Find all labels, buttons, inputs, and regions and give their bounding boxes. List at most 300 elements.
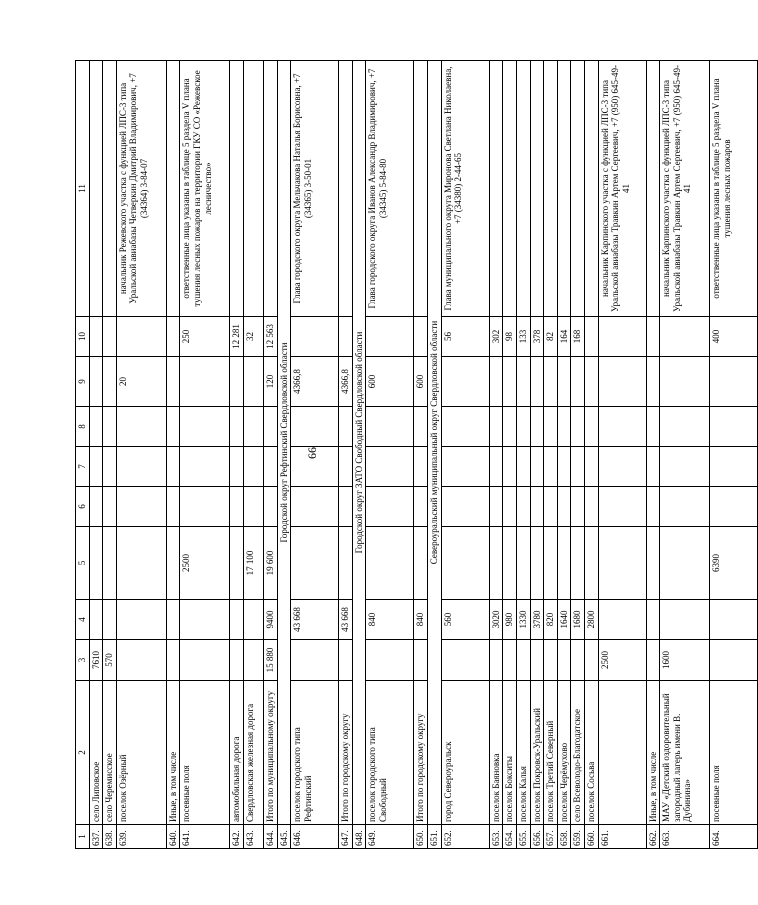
value-cell bbox=[89, 527, 103, 600]
value-cell: 840 bbox=[414, 600, 428, 640]
value-cell: 1640 bbox=[557, 600, 571, 640]
row-number-cell: 657. bbox=[544, 825, 558, 849]
table-row bbox=[244, 61, 264, 849]
value-cell bbox=[489, 527, 503, 600]
responsible-cell bbox=[244, 61, 264, 317]
value-cell bbox=[166, 407, 180, 447]
value-cell bbox=[291, 487, 339, 527]
value-cell: 82 bbox=[544, 317, 558, 357]
value-cell bbox=[166, 487, 180, 527]
value-cell: 4366,8 bbox=[291, 357, 339, 407]
responsible-cell bbox=[230, 61, 244, 317]
section-row bbox=[428, 61, 442, 849]
value-cell bbox=[584, 317, 598, 357]
value-cell bbox=[571, 407, 585, 447]
row-number-cell: 640. bbox=[166, 825, 180, 849]
value-cell bbox=[710, 640, 758, 681]
value-cell bbox=[264, 447, 278, 487]
row-number-cell: 659. bbox=[571, 825, 585, 849]
row-number-cell: 652. bbox=[441, 825, 489, 849]
responsible-cell: Глава городского округа Мельчакова Наталья Борисовна, +7 (34365) 3-50-01 bbox=[291, 61, 339, 317]
value-cell bbox=[571, 640, 585, 681]
value-cell bbox=[244, 600, 264, 640]
value-cell bbox=[291, 447, 339, 487]
value-cell bbox=[646, 487, 660, 527]
value-cell bbox=[516, 357, 530, 407]
value-cell: 250 bbox=[180, 317, 230, 357]
value-cell bbox=[516, 407, 530, 447]
document-sheet bbox=[75, 61, 732, 849]
value-cell bbox=[544, 447, 558, 487]
value-cell: 43 668 bbox=[339, 600, 353, 640]
value-cell: 32 bbox=[244, 317, 264, 357]
value-cell bbox=[571, 447, 585, 487]
table-row bbox=[366, 61, 414, 849]
value-cell bbox=[414, 407, 428, 447]
responsible-cell bbox=[339, 61, 353, 317]
value-cell bbox=[339, 407, 353, 447]
name-cell: Итого по городскому округу bbox=[339, 681, 353, 825]
header-cell: 11 bbox=[76, 61, 90, 317]
value-cell bbox=[180, 407, 230, 447]
name-cell: Свердловская железная дорога bbox=[244, 681, 264, 825]
value-cell bbox=[646, 527, 660, 600]
value-cell bbox=[598, 527, 646, 600]
header-cell: 4 bbox=[76, 600, 90, 640]
value-cell bbox=[503, 487, 517, 527]
value-cell bbox=[230, 640, 244, 681]
table-row bbox=[557, 61, 571, 849]
value-cell bbox=[441, 487, 489, 527]
value-cell bbox=[710, 487, 758, 527]
table-row bbox=[530, 61, 544, 849]
value-cell bbox=[339, 317, 353, 357]
row-number-cell: 648. bbox=[352, 825, 366, 849]
row-number-cell: 656. bbox=[530, 825, 544, 849]
value-cell bbox=[660, 527, 710, 600]
value-cell: 3020 bbox=[489, 600, 503, 640]
value-cell: 570 bbox=[103, 640, 117, 681]
value-cell bbox=[339, 640, 353, 681]
value-cell bbox=[710, 357, 758, 407]
value-cell bbox=[166, 447, 180, 487]
value-cell bbox=[89, 600, 103, 640]
table-row bbox=[89, 61, 103, 849]
responsible-cell: Глава муниципального округа Миронова Светлана Николаевна, +7 (34380) 2-44-65 bbox=[441, 61, 489, 317]
value-cell: 15 880 bbox=[264, 640, 278, 681]
value-cell: 302 bbox=[489, 317, 503, 357]
value-cell bbox=[366, 487, 414, 527]
value-cell bbox=[244, 487, 264, 527]
value-cell bbox=[503, 640, 517, 681]
value-cell bbox=[503, 407, 517, 447]
responsible-cell bbox=[530, 61, 544, 317]
responsible-cell bbox=[571, 61, 585, 317]
table-row bbox=[264, 61, 278, 849]
value-cell bbox=[230, 447, 244, 487]
value-cell: 1680 bbox=[571, 600, 585, 640]
header-cell: 7 bbox=[76, 447, 90, 487]
table-row bbox=[339, 61, 353, 849]
value-cell: 820 bbox=[544, 600, 558, 640]
value-cell bbox=[598, 487, 646, 527]
value-cell bbox=[89, 357, 103, 407]
name-cell: поселок Бокситы bbox=[503, 681, 517, 825]
row-number-cell: 637. bbox=[89, 825, 103, 849]
value-cell bbox=[366, 447, 414, 487]
value-cell bbox=[291, 527, 339, 600]
value-cell bbox=[530, 640, 544, 681]
name-cell: поселок Третий Северный bbox=[544, 681, 558, 825]
value-cell bbox=[291, 407, 339, 447]
value-cell bbox=[441, 357, 489, 407]
value-cell bbox=[646, 407, 660, 447]
value-cell bbox=[584, 527, 598, 600]
name-cell: автомобильная дорога bbox=[230, 681, 244, 825]
value-cell: 56 bbox=[441, 317, 489, 357]
value-cell bbox=[414, 447, 428, 487]
value-cell bbox=[103, 527, 117, 600]
header-cell: 6 bbox=[76, 487, 90, 527]
row-number-cell: 643. bbox=[244, 825, 264, 849]
row-number-cell: 639. bbox=[116, 825, 166, 849]
row-number-cell: 644. bbox=[264, 825, 278, 849]
row-number-cell: 653. bbox=[489, 825, 503, 849]
responsible-cell bbox=[414, 61, 428, 317]
value-cell bbox=[291, 640, 339, 681]
value-cell bbox=[557, 487, 571, 527]
value-cell: 378 bbox=[530, 317, 544, 357]
value-cell bbox=[244, 640, 264, 681]
value-cell bbox=[264, 487, 278, 527]
value-cell: 4366,8 bbox=[339, 357, 353, 407]
value-cell: 133 bbox=[516, 317, 530, 357]
table-row bbox=[516, 61, 530, 849]
value-cell bbox=[646, 357, 660, 407]
value-cell bbox=[89, 447, 103, 487]
value-cell bbox=[660, 487, 710, 527]
responsible-cell bbox=[584, 61, 598, 317]
value-cell bbox=[116, 600, 166, 640]
name-cell: село Липовское bbox=[89, 681, 103, 825]
value-cell: 400 bbox=[710, 317, 758, 357]
value-cell bbox=[339, 447, 353, 487]
value-cell bbox=[660, 317, 710, 357]
value-cell bbox=[544, 357, 558, 407]
responsible-cell bbox=[544, 61, 558, 317]
value-cell bbox=[103, 317, 117, 357]
value-cell bbox=[116, 527, 166, 600]
value-cell bbox=[710, 407, 758, 447]
responsible-cell: ответственные лица указаны в таблице 5 раздела V плана тушения лесных пожаров на территории ГКУ СО «Режевское лесничество» bbox=[180, 61, 230, 317]
value-cell: 19 600 bbox=[264, 527, 278, 600]
row-number-cell: 645. bbox=[277, 825, 291, 849]
row-number-cell: 650. bbox=[414, 825, 428, 849]
value-cell bbox=[230, 527, 244, 600]
table-row bbox=[571, 61, 585, 849]
responsible-cell bbox=[103, 61, 117, 317]
name-cell: посевные поля bbox=[710, 681, 758, 825]
name-cell: Итого по муниципальному округу bbox=[264, 681, 278, 825]
responsible-cell bbox=[646, 61, 660, 317]
value-cell bbox=[557, 407, 571, 447]
name-cell: поселок Сосьва bbox=[584, 681, 598, 825]
responsible-cell bbox=[264, 61, 278, 317]
value-cell bbox=[244, 447, 264, 487]
value-cell bbox=[584, 357, 598, 407]
value-cell bbox=[414, 487, 428, 527]
value-cell: 3780 bbox=[530, 600, 544, 640]
table-row bbox=[103, 61, 117, 849]
value-cell bbox=[103, 407, 117, 447]
value-cell bbox=[116, 407, 166, 447]
header-cell: 5 bbox=[76, 527, 90, 600]
responsible-cell: Глава городского округа Иванов Александр Владимирович, +7 (34345) 5-84-80 bbox=[366, 61, 414, 317]
value-cell bbox=[166, 600, 180, 640]
responsible-cell bbox=[557, 61, 571, 317]
table-row bbox=[230, 61, 244, 849]
value-cell: 1600 bbox=[660, 640, 710, 681]
name-cell: село Всеволодо-Благодатское bbox=[571, 681, 585, 825]
value-cell bbox=[557, 527, 571, 600]
value-cell: 120 bbox=[264, 357, 278, 407]
value-cell bbox=[116, 487, 166, 527]
row-number-cell: 662. bbox=[646, 825, 660, 849]
value-cell bbox=[646, 447, 660, 487]
value-cell bbox=[489, 357, 503, 407]
value-cell bbox=[180, 357, 230, 407]
value-cell: 600 bbox=[414, 357, 428, 407]
value-cell bbox=[660, 407, 710, 447]
value-cell bbox=[414, 317, 428, 357]
value-cell bbox=[103, 600, 117, 640]
value-cell bbox=[598, 600, 646, 640]
responsible-cell: начальник Карпинского участка с функцией ЛПС-3 типа Уральской авиабазы Травкин Артем Сергеевич, +7 (950) 645-49-41 bbox=[598, 61, 646, 317]
value-cell bbox=[103, 487, 117, 527]
table-row bbox=[503, 61, 517, 849]
value-cell bbox=[366, 407, 414, 447]
name-cell: МАУ «Детский оздоровительный загородный лагерь имени В. Дубинина» bbox=[660, 681, 710, 825]
value-cell bbox=[598, 357, 646, 407]
row-number-cell: 658. bbox=[557, 825, 571, 849]
value-cell bbox=[180, 600, 230, 640]
name-cell: село Черемисское bbox=[103, 681, 117, 825]
value-cell bbox=[116, 447, 166, 487]
section-title-cell: Городской округ Рефтинский Свердловской области bbox=[277, 61, 291, 825]
table-row bbox=[489, 61, 503, 849]
value-cell bbox=[103, 447, 117, 487]
value-cell bbox=[116, 640, 166, 681]
value-cell bbox=[646, 600, 660, 640]
section-title-cell: Североуральский муниципальный округ Свердловской области bbox=[428, 61, 442, 825]
value-cell bbox=[503, 447, 517, 487]
value-cell: 164 bbox=[557, 317, 571, 357]
responsible-cell bbox=[166, 61, 180, 317]
responsible-cell bbox=[503, 61, 517, 317]
value-cell: 1330 bbox=[516, 600, 530, 640]
name-cell: город Североуральск bbox=[441, 681, 489, 825]
value-cell: 43 668 bbox=[291, 600, 339, 640]
row-number-cell: 651. bbox=[428, 825, 442, 849]
value-cell bbox=[584, 447, 598, 487]
name-cell: поселок Баяновка bbox=[489, 681, 503, 825]
value-cell bbox=[441, 527, 489, 600]
name-cell: поселок Покровск-Уральский bbox=[530, 681, 544, 825]
value-cell bbox=[339, 487, 353, 527]
row-number-cell: 655. bbox=[516, 825, 530, 849]
value-cell bbox=[544, 487, 558, 527]
value-cell bbox=[366, 317, 414, 357]
value-cell bbox=[530, 357, 544, 407]
value-cell bbox=[441, 640, 489, 681]
header-cell: 9 bbox=[76, 357, 90, 407]
value-cell: 840 bbox=[366, 600, 414, 640]
value-cell bbox=[414, 640, 428, 681]
value-cell bbox=[710, 600, 758, 640]
value-cell bbox=[166, 357, 180, 407]
name-cell: Иные, в том числе bbox=[646, 681, 660, 825]
value-cell bbox=[489, 487, 503, 527]
value-cell: 20 bbox=[116, 357, 166, 407]
value-cell bbox=[166, 527, 180, 600]
value-cell bbox=[503, 357, 517, 407]
value-cell bbox=[166, 317, 180, 357]
row-number-cell: 638. bbox=[103, 825, 117, 849]
value-cell bbox=[244, 357, 264, 407]
value-cell bbox=[89, 317, 103, 357]
table-header-row bbox=[76, 61, 90, 849]
value-cell bbox=[598, 407, 646, 447]
section-title-cell: Городской округ ЗАТО Свободный Свердловской области bbox=[352, 61, 366, 825]
value-cell: 98 bbox=[503, 317, 517, 357]
value-cell bbox=[489, 447, 503, 487]
value-cell bbox=[516, 527, 530, 600]
row-number-cell: 646. bbox=[291, 825, 339, 849]
value-cell: 6390 bbox=[710, 527, 758, 600]
value-cell bbox=[180, 640, 230, 681]
value-cell bbox=[244, 407, 264, 447]
value-cell bbox=[710, 447, 758, 487]
value-cell bbox=[366, 640, 414, 681]
row-number-cell: 654. bbox=[503, 825, 517, 849]
value-cell bbox=[366, 527, 414, 600]
value-cell bbox=[103, 357, 117, 407]
row-number-cell: 649. bbox=[366, 825, 414, 849]
value-cell: 17 100 bbox=[244, 527, 264, 600]
responsible-cell bbox=[89, 61, 103, 317]
value-cell: 2500 bbox=[598, 640, 646, 681]
value-cell bbox=[557, 640, 571, 681]
value-cell bbox=[166, 640, 180, 681]
table-row bbox=[598, 61, 646, 849]
table-row bbox=[291, 61, 339, 849]
header-cell: 1 bbox=[76, 825, 90, 849]
value-cell bbox=[339, 527, 353, 600]
value-cell bbox=[516, 487, 530, 527]
value-cell bbox=[598, 317, 646, 357]
value-cell: 2800 bbox=[584, 600, 598, 640]
value-cell bbox=[441, 447, 489, 487]
value-cell: 9400 bbox=[264, 600, 278, 640]
row-number-cell: 660. bbox=[584, 825, 598, 849]
table-row bbox=[116, 61, 166, 849]
row-number-cell: 664. bbox=[710, 825, 758, 849]
value-cell bbox=[489, 407, 503, 447]
responsible-cell bbox=[489, 61, 503, 317]
table-row bbox=[660, 61, 710, 849]
value-cell bbox=[544, 407, 558, 447]
row-number-cell: 661. bbox=[598, 825, 646, 849]
value-cell bbox=[660, 447, 710, 487]
value-cell bbox=[530, 407, 544, 447]
value-cell bbox=[544, 640, 558, 681]
value-cell bbox=[230, 600, 244, 640]
table-row bbox=[544, 61, 558, 849]
value-cell bbox=[489, 640, 503, 681]
header-cell: 3 bbox=[76, 640, 90, 681]
row-number-cell: 641. bbox=[180, 825, 230, 849]
page-number: 66 bbox=[305, 447, 319, 459]
value-cell bbox=[516, 640, 530, 681]
table-row bbox=[441, 61, 489, 849]
name-cell: Иные, в том числе bbox=[166, 681, 180, 825]
value-cell: 2500 bbox=[180, 527, 230, 600]
name-cell: поселок Калья bbox=[516, 681, 530, 825]
value-cell bbox=[584, 407, 598, 447]
row-number-cell: 663. bbox=[660, 825, 710, 849]
value-cell bbox=[584, 640, 598, 681]
value-cell: 12 281 bbox=[230, 317, 244, 357]
value-cell bbox=[557, 357, 571, 407]
value-cell: 980 bbox=[503, 600, 517, 640]
responsible-cell bbox=[516, 61, 530, 317]
table-row bbox=[414, 61, 428, 849]
header-cell: 2 bbox=[76, 681, 90, 825]
value-cell bbox=[646, 640, 660, 681]
value-cell bbox=[571, 487, 585, 527]
name-cell bbox=[598, 681, 646, 825]
header-cell: 8 bbox=[76, 407, 90, 447]
value-cell: 600 bbox=[366, 357, 414, 407]
value-cell bbox=[557, 447, 571, 487]
value-cell bbox=[530, 487, 544, 527]
value-cell bbox=[660, 600, 710, 640]
value-cell bbox=[571, 527, 585, 600]
value-cell bbox=[441, 407, 489, 447]
name-cell: поселок Черёмухово bbox=[557, 681, 571, 825]
value-cell bbox=[584, 487, 598, 527]
value-cell: 12 563 bbox=[264, 317, 278, 357]
table-row bbox=[180, 61, 230, 849]
value-cell bbox=[571, 357, 585, 407]
value-cell: 168 bbox=[571, 317, 585, 357]
table-row bbox=[710, 61, 758, 849]
name-cell: посевные поля bbox=[180, 681, 230, 825]
value-cell bbox=[660, 357, 710, 407]
value-cell bbox=[544, 527, 558, 600]
value-cell bbox=[116, 317, 166, 357]
row-number-cell: 642. bbox=[230, 825, 244, 849]
name-cell: поселок городского типа Свободный bbox=[366, 681, 414, 825]
table-row bbox=[646, 61, 660, 849]
value-cell bbox=[291, 317, 339, 357]
value-cell bbox=[414, 527, 428, 600]
value-cell bbox=[230, 487, 244, 527]
header-cell: 10 bbox=[76, 317, 90, 357]
forest-fire-table bbox=[75, 60, 758, 849]
value-cell: 7610 bbox=[89, 640, 103, 681]
value-cell bbox=[530, 447, 544, 487]
